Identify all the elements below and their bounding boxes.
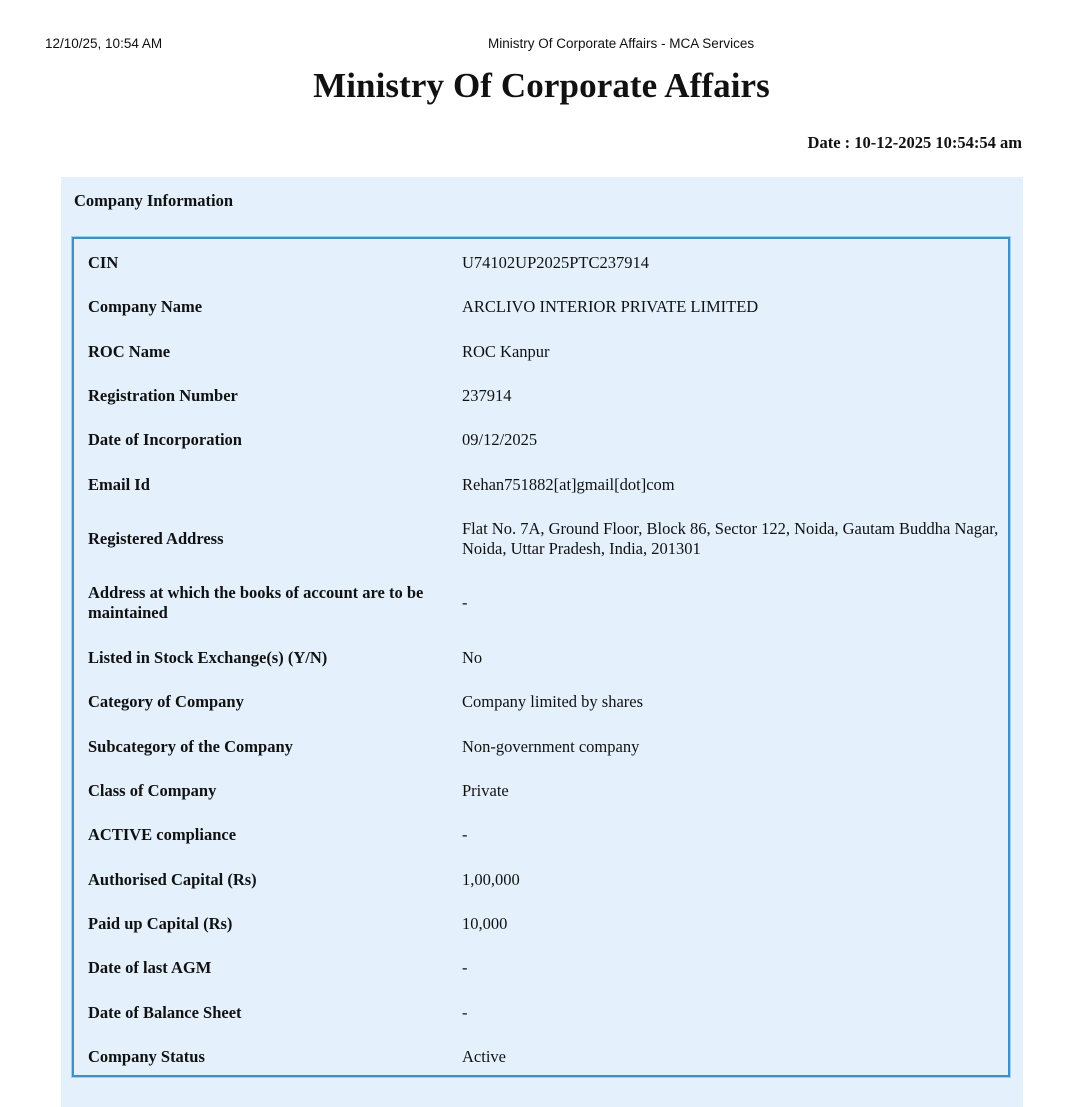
label-paid-up-capital: Paid up Capital (Rs)	[88, 914, 233, 933]
value-registration-number: 237914	[462, 386, 512, 405]
value-roc-name: ROC Kanpur	[462, 342, 550, 361]
value-email-id: Rehan751882[at]gmail[dot]com	[462, 475, 675, 494]
label-email-id: Email Id	[88, 475, 150, 494]
value-class-of-company: Private	[462, 781, 509, 800]
company-information-panel	[61, 177, 1023, 1107]
value-company-status: Active	[462, 1047, 506, 1066]
label-listed-in-stock-exchange: Listed in Stock Exchange(s) (Y/N)	[88, 648, 328, 667]
value-books-of-account-address: -	[462, 593, 468, 612]
value-authorised-capital: 1,00,000	[462, 870, 520, 889]
print-datetime: 12/10/25, 10:54 AM	[45, 36, 163, 51]
label-authorised-capital: Authorised Capital (Rs)	[88, 870, 257, 889]
label-cin: CIN	[88, 253, 119, 272]
value-listed-in-stock-exchange: No	[462, 648, 483, 667]
label-date-of-incorporation: Date of Incorporation	[88, 430, 242, 449]
value-cin: U74102UP2025PTC237914	[462, 253, 650, 272]
label-date-of-last-agm: Date of last AGM	[88, 958, 212, 977]
label-company-name: Company Name	[88, 297, 203, 316]
value-date-of-last-agm: -	[462, 958, 468, 977]
label-date-of-balance-sheet: Date of Balance Sheet	[88, 1003, 242, 1022]
label-subcategory-of-company: Subcategory of the Company	[88, 737, 293, 756]
value-date-of-balance-sheet: -	[462, 1003, 468, 1022]
value-subcategory-of-company: Non-government company	[462, 737, 640, 756]
label-active-compliance: ACTIVE compliance	[88, 825, 237, 844]
label-category-of-company: Category of Company	[88, 692, 244, 711]
value-category-of-company: Company limited by shares	[462, 692, 644, 711]
label-books-of-account-address: Address at which the books of account are to be maintained	[88, 583, 424, 622]
value-registered-address: Flat No. 7A, Ground Floor, Block 86, Sector 122, Noida, Gautam Buddha Nagar, Noida, Uttar Pradesh, India, 201301	[462, 519, 999, 558]
page-title: Ministry Of Corporate Affairs	[313, 66, 770, 105]
print-header	[0, 36, 1080, 52]
label-registered-address: Registered Address	[88, 529, 224, 548]
value-paid-up-capital: 10,000	[462, 914, 508, 933]
label-class-of-company: Class of Company	[88, 781, 217, 800]
value-company-name: ARCLIVO INTERIOR PRIVATE LIMITED	[462, 297, 759, 316]
section-title: Company Information	[74, 191, 234, 210]
label-roc-name: ROC Name	[88, 342, 171, 361]
label-company-status: Company Status	[88, 1047, 205, 1066]
company-info-table	[72, 237, 1010, 1077]
print-document-title: Ministry Of Corporate Affairs - MCA Services	[488, 36, 755, 51]
value-date-of-incorporation: 09/12/2025	[462, 430, 538, 449]
report-date: Date : 10-12-2025 10:54:54 am	[807, 133, 1022, 152]
value-active-compliance: -	[462, 825, 468, 844]
label-registration-number: Registration Number	[88, 386, 238, 405]
